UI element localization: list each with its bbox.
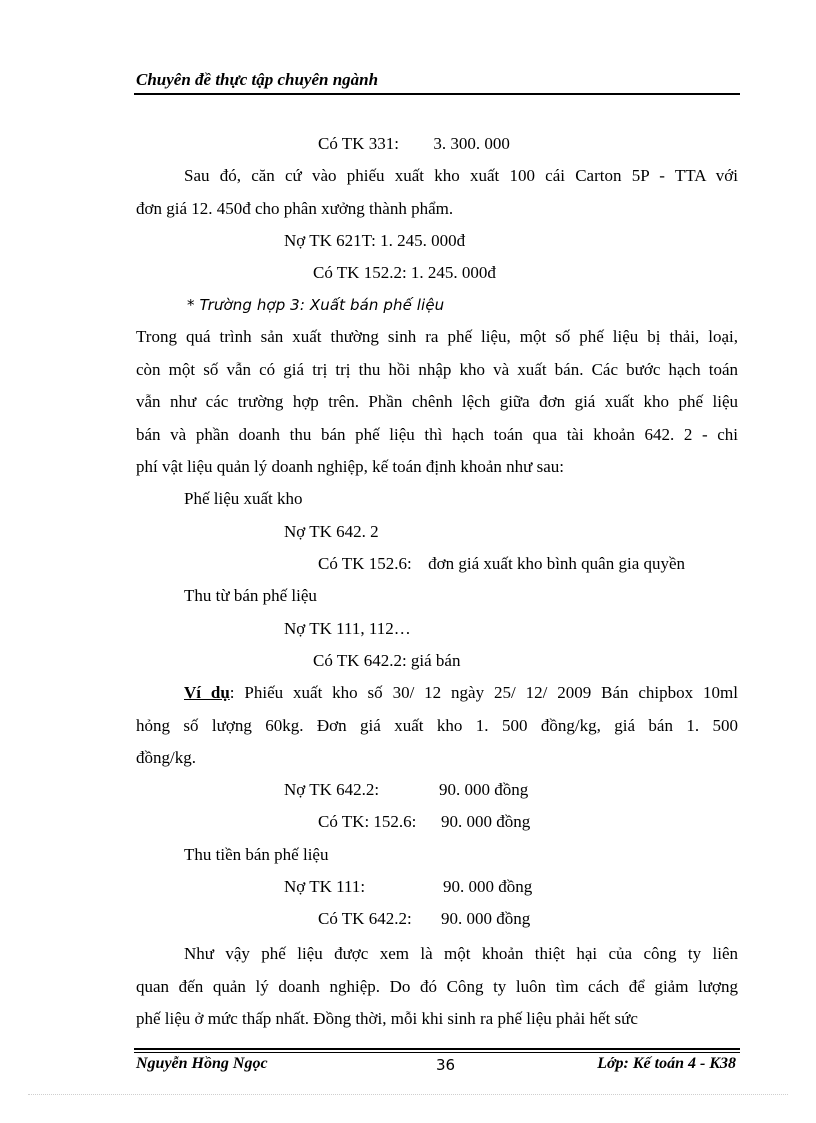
footer-rule-top [134, 1048, 740, 1050]
page-number: 36 [436, 1056, 456, 1074]
paragraph-1-line-2: đơn giá 12. 450đ cho phân xưởng thành phẩm. [136, 199, 454, 218]
credit-331-line [318, 134, 510, 154]
credit-331-amount: 3. 300. 000 [433, 134, 510, 153]
header-rule [134, 93, 740, 95]
footer-author: Nguyễn Hồng Ngọc [136, 1055, 268, 1072]
example-line-1 [184, 683, 738, 703]
example-entry-1-debit-amount: 90. 000 đồng [439, 780, 529, 799]
example-entry-1-credit-label: Có TK: 152.6: [318, 812, 417, 831]
paragraph-3-line-2: quan đến quản lý doanh nghiệp. Do đó Công ty luôn tìm cách để giảm lượng [136, 977, 738, 996]
entry-1-credit: Có TK 152.2: 1. 245. 000đ [313, 263, 496, 282]
example-entry-2-debit-label: Nợ TK 111: [284, 877, 366, 896]
example-entry-2-credit-amount: 90. 000 đồng [441, 909, 531, 928]
credit-331-label: Có TK 331: [318, 134, 399, 153]
page-edge-divider [28, 1094, 788, 1095]
footer-class: Lớp: Kế toán 4 - K38 [597, 1055, 736, 1072]
example-line-2: hỏng số lượng 60kg. Đơn giá xuất kho 1. 500 đồng/kg, giá bán 1. 500 [136, 716, 738, 735]
paragraph-2-line-3: vẫn như các trường hợp trên. Phần chênh lệch giữa đơn giá xuất kho phế liệu [136, 392, 738, 411]
scrap-out-credit-line [318, 554, 685, 574]
paragraph-3-line-3: phế liệu ở mức thấp nhất. Đồng thời, mỗi khi sinh ra phế liệu phải hết sức [136, 1009, 638, 1028]
entry-1-debit: Nợ TK 621T: 1. 245. 000đ [284, 231, 466, 250]
scrap-out-credit-note: đơn giá xuất kho bình quân gia quyền [428, 554, 686, 573]
scrap-out-label: Phế liệu xuất kho [184, 489, 303, 508]
example-line-1-text: : Phiếu xuất kho số 30/ 12 ngày 25/ 12/ 2009 Bán chipbox 10ml [229, 683, 738, 702]
example-entry-2-credit-label: Có TK 642.2: [318, 909, 412, 928]
scrap-sale-label: Thu từ bán phế liệu [184, 586, 317, 605]
paragraph-2-line-1: Trong quá trình sản xuất thường sinh ra phế liệu, một số phế liệu bị thải, loại, [136, 327, 738, 346]
scrap-sale-debit: Nợ TK 111, 112… [284, 619, 411, 638]
case-3-heading: * Trường hợp 3: Xuất bán phế liệu [187, 296, 445, 314]
scrap-sale-credit: Có TK 642.2: giá bán [313, 651, 461, 670]
example-entry-2-debit-amount: 90. 000 đồng [443, 877, 533, 896]
cash-receipt-label: Thu tiền bán phế liệu [184, 845, 329, 864]
paragraph-2-line-5: phí vật liệu quản lý doanh nghiệp, kế toán định khoản như sau: [136, 457, 564, 476]
paragraph-2-line-4: bán và phần doanh thu bán phế liệu thì hạch toán qua tài khoản 642. 2 - chi [136, 425, 738, 444]
paragraph-3-line-1: Như vậy phế liệu được xem là một khoản thiệt hại của công ty liên [184, 944, 738, 963]
page-header-title: Chuyên đề thực tập chuyên ngành [136, 70, 379, 89]
example-label: Ví dụ [184, 683, 230, 702]
scrap-out-debit: Nợ TK 642. 2 [284, 522, 379, 541]
example-entry-1-debit-label: Nợ TK 642.2: [284, 780, 380, 799]
paragraph-2-line-2: còn một số vẫn có giá trị trị thu hồi nhập kho và xuất bán. Các bước hạch toán [136, 360, 738, 379]
paragraph-1-line-1: Sau đó, căn cứ vào phiếu xuất kho xuất 100 cái Carton 5P - TTA với [184, 166, 738, 185]
example-entry-1-credit-amount: 90. 000 đồng [441, 812, 531, 831]
footer-rule-bottom [134, 1052, 740, 1053]
scrap-out-credit: Có TK 152.6: [318, 554, 412, 573]
example-line-3: đồng/kg. [136, 748, 196, 767]
